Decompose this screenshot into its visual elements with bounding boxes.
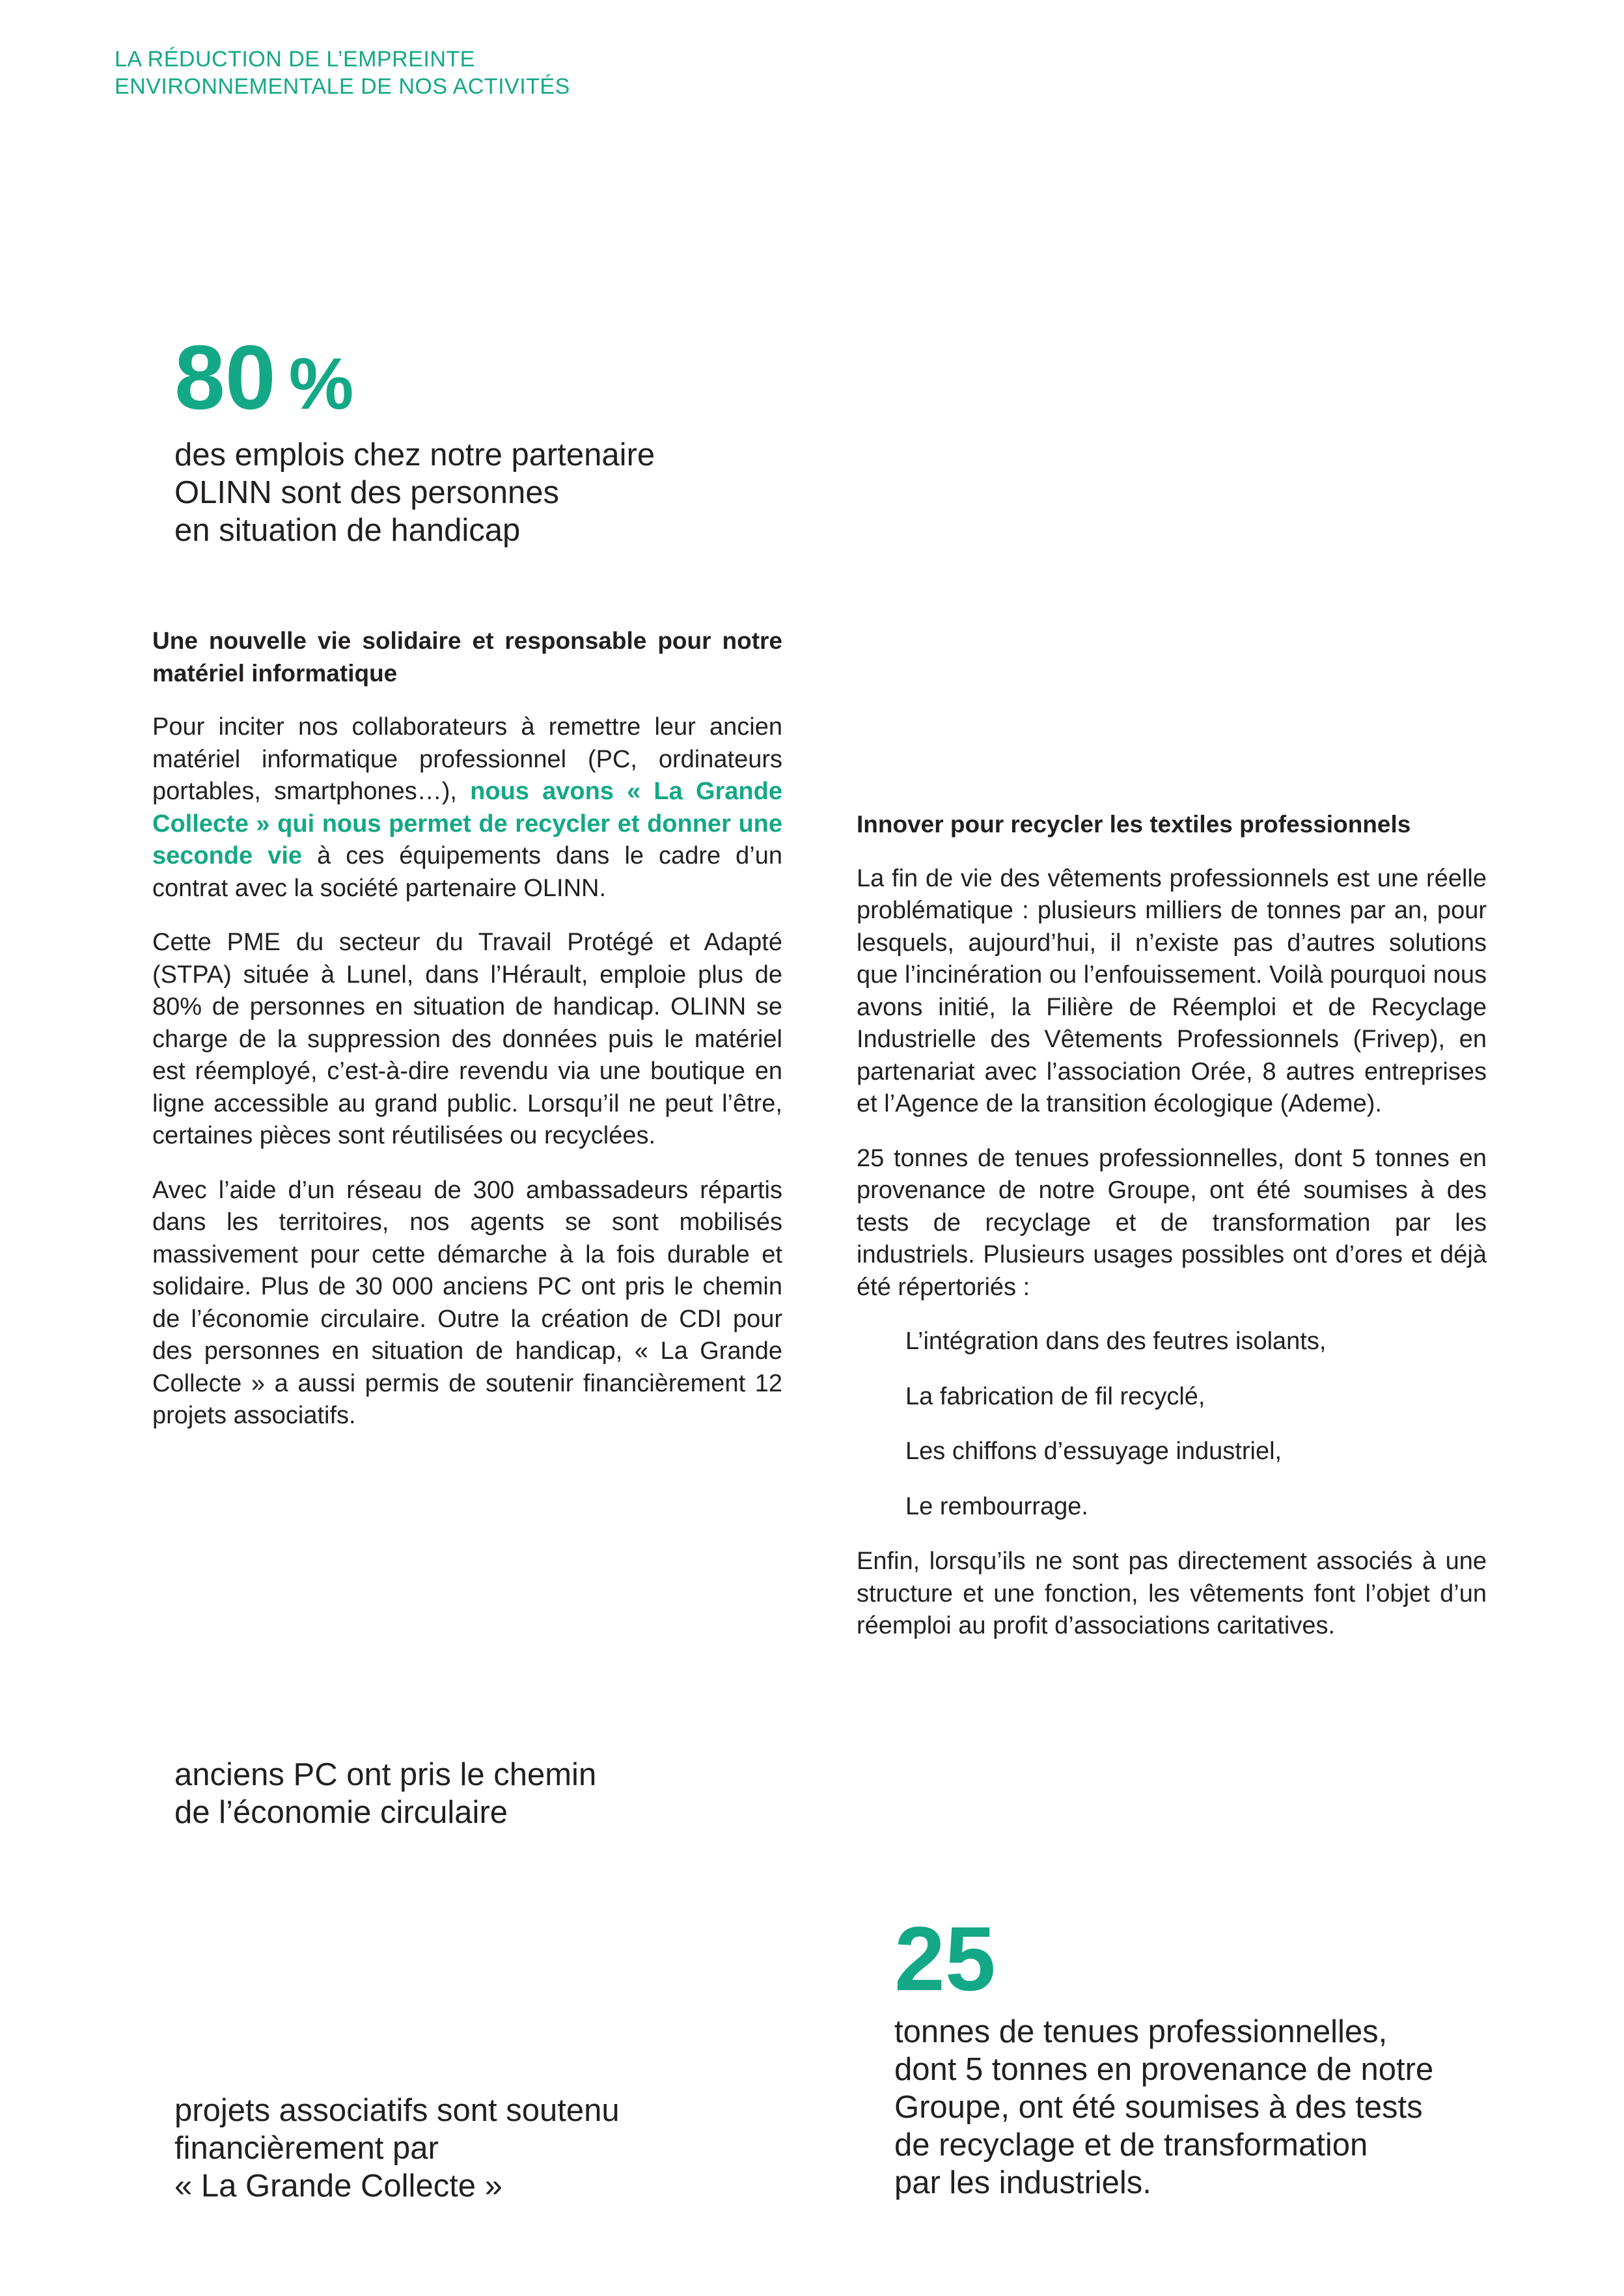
stat-25-value: 25 xyxy=(894,1907,996,2010)
right-paragraph-1: La fin de vie des vêtements professionnels est une réelle problématique : plusieurs milliers de tonnes par an, pour lesquels, aujourd’hui, il n’existe pas d’autres solutions que l’incinération ou l’enfouissement. Voilà pourquoi nous avons initié, la Filière de Réemploi et de Recyclage Industrielle des Vêtements Professionnels (Frivep), en partenariat avec l’association Orée, 8 autres entreprises et l’Agence de la transition écologique (Ademe). xyxy=(857,864,1487,1117)
stat-pc-caption-line: de l’économie circulaire xyxy=(174,1795,508,1830)
stat-80-value xyxy=(174,326,354,433)
list-item: Les chiffons d’essuyage industriel, xyxy=(905,1438,1282,1465)
stat-25-caption-line: tonnes de tenues professionnelles, xyxy=(894,2014,1388,2049)
stat-80-caption-line: OLINN sont des personnes xyxy=(174,475,560,510)
stat-25-caption-line: dont 5 tonnes en provenance de notre xyxy=(894,2052,1434,2087)
stat-80-caption-line: en situation de handicap xyxy=(174,513,521,548)
stat-80-caption xyxy=(174,436,655,549)
stat-25-caption xyxy=(894,2013,1433,2202)
stat-projects-caption xyxy=(174,2092,620,2205)
left-paragraph-2: Cette PME du secteur du Travail Protégé et Adapté (STPA) située à Lunel, dans l’Hérault, emploie plus de 80% de personnes en situation de handicap. OLINN se charge de la suppression des données puis le matériel est réemployé, c’est-à-dire revendu via une boutique en ligne accessible au grand public. Lorsqu’il ne peut l’être, certaines pièces sont réutilisées ou recyclées. xyxy=(152,929,782,1149)
left-p1-text: Pour inciter nos collaborateurs à remettre leur ancien matériel informatique professionnel (PC, ordinateurs portables, smartphones…), xyxy=(152,713,782,805)
right-section-heading: Innover pour recycler les textiles professionnels xyxy=(857,811,1411,838)
left-p1-text-end: à ces équipements dans le cadre d’un contrat avec la société partenaire OLINN. xyxy=(152,842,782,902)
stat-80-number: 80 xyxy=(174,326,276,428)
left-column xyxy=(152,625,782,1455)
left-p1-emphasis: nous avons « La Grande Collecte » qui nous permet de recycler et donner une seconde vie xyxy=(152,778,782,869)
stat-projects-caption-line: « La Grande Collecte » xyxy=(174,2168,502,2204)
stat-25-caption-line: par les industriels. xyxy=(894,2165,1151,2200)
list-item: La fabrication de fil recyclé, xyxy=(905,1382,1205,1410)
left-paragraph-1 xyxy=(152,711,782,905)
right-column xyxy=(857,808,1487,1665)
left-section-heading: Une nouvelle vie solidaire et responsable pour notre matériel informatique xyxy=(152,627,782,687)
section-header xyxy=(115,46,570,100)
section-header-line-1: LA RÉDUCTION DE L’EMPREINTE xyxy=(115,47,475,72)
stat-projects-caption-line: financièrement par xyxy=(174,2131,439,2166)
stat-pc-caption xyxy=(174,1756,596,1831)
stat-pc-caption-line: anciens PC ont pris le chemin xyxy=(174,1757,597,1792)
list-item: Le rembourrage. xyxy=(905,1492,1088,1520)
list-item: L’intégration dans des feutres isolants, xyxy=(905,1328,1327,1355)
right-paragraph-3: Enfin, lorsqu’ils ne sont pas directement associés à une structure et une fonction, les vêtements font l’objet d’un réemploi au profit d’associations caritatives. xyxy=(857,1548,1487,1639)
left-paragraph-3: Avec l’aide d’un réseau de 300 ambassadeurs répartis dans les territoires, nos agents se sont mobilisés massivement pour cette démarche à la fois durable et solidaire. Plus de 30 000 anciens PC ont pris le chemin de l’économie circulaire. Outre la création de CDI pour des personnes en situation de handicap, « La Grande Collecte » a aussi permis de soutenir financièrement 12 projets associatifs. xyxy=(152,1176,782,1429)
stat-projects-caption-line: projets associatifs sont soutenu xyxy=(174,2093,620,2128)
right-paragraph-2: 25 tonnes de tenues professionnelles, dont 5 tonnes en provenance de notre Groupe, ont été soumises à des tests de recyclage et de transformation par les industriels. Plusieurs usages possibles ont d’ores et déjà été répertoriés : xyxy=(857,1144,1487,1301)
stat-80-unit: % xyxy=(288,343,354,424)
stat-25-caption-line: de recyclage et de transformation xyxy=(894,2127,1368,2163)
stat-25-caption-line: Groupe, ont été soumises à des tests xyxy=(894,2090,1423,2125)
section-header-line-2: ENVIRONNEMENTALE DE NOS ACTIVITÉS xyxy=(115,74,570,99)
stat-80-caption-line: des emplois chez notre partenaire xyxy=(174,437,655,472)
